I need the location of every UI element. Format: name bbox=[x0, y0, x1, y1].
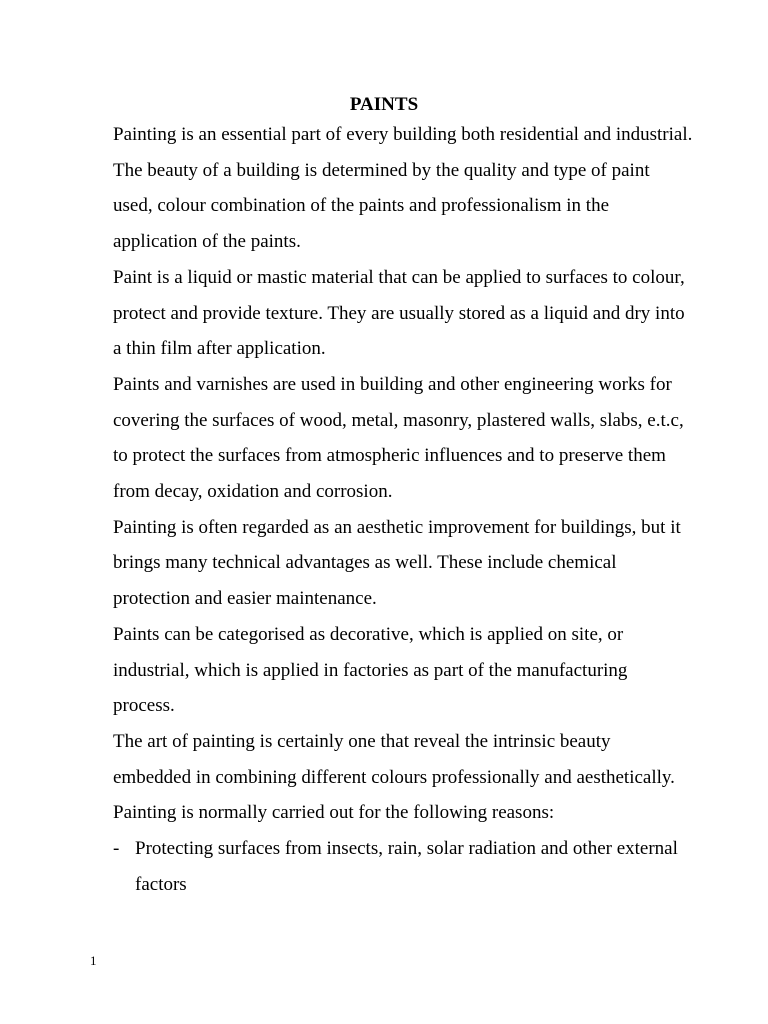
list-item bbox=[113, 831, 693, 902]
page-number: 1 bbox=[90, 953, 97, 968]
paragraph: Painting is often regarded as an aesthetic improvement for buildings, but it brings many technical advantages as well. These include chemical protection and easier maintenance. bbox=[113, 516, 681, 610]
document-title: PAINTS bbox=[349, 94, 419, 115]
document-body bbox=[113, 117, 693, 902]
reasons-list bbox=[113, 831, 693, 902]
paragraph: Paint is a liquid or mastic material that can be applied to surfaces to colour, protect and provide texture. They are usually stored as a liquid and dry into a thin film after application. bbox=[113, 266, 685, 360]
paragraph: Painting is an essential part of every building both residential and industrial. The beauty of a building is determined by the quality and type of paint used, colour combination of the paints and professionalism in the application of the paints. bbox=[113, 124, 693, 253]
paragraph: Painting is normally carried out for the following reasons: bbox=[113, 802, 555, 824]
list-bullet: - bbox=[113, 838, 120, 860]
list-item-text: Protecting surfaces from insects, rain, solar radiation and other external factors bbox=[135, 838, 678, 895]
paragraph: The art of painting is certainly one that reveal the intrinsic beauty embedded in combining different colours professionally and aesthetically. bbox=[113, 730, 675, 788]
paragraph: Paints can be categorised as decorative, which is applied on site, or industrial, which is applied in factories as part of the manufacturing process. bbox=[113, 623, 628, 717]
paragraph: Paints and varnishes are used in building and other engineering works for covering the surfaces of wood, metal, masonry, plastered walls, slabs, e.t.c, to protect the surfaces from atmospheric influences and to preserve them from decay, oxidation and corrosion. bbox=[113, 373, 684, 503]
